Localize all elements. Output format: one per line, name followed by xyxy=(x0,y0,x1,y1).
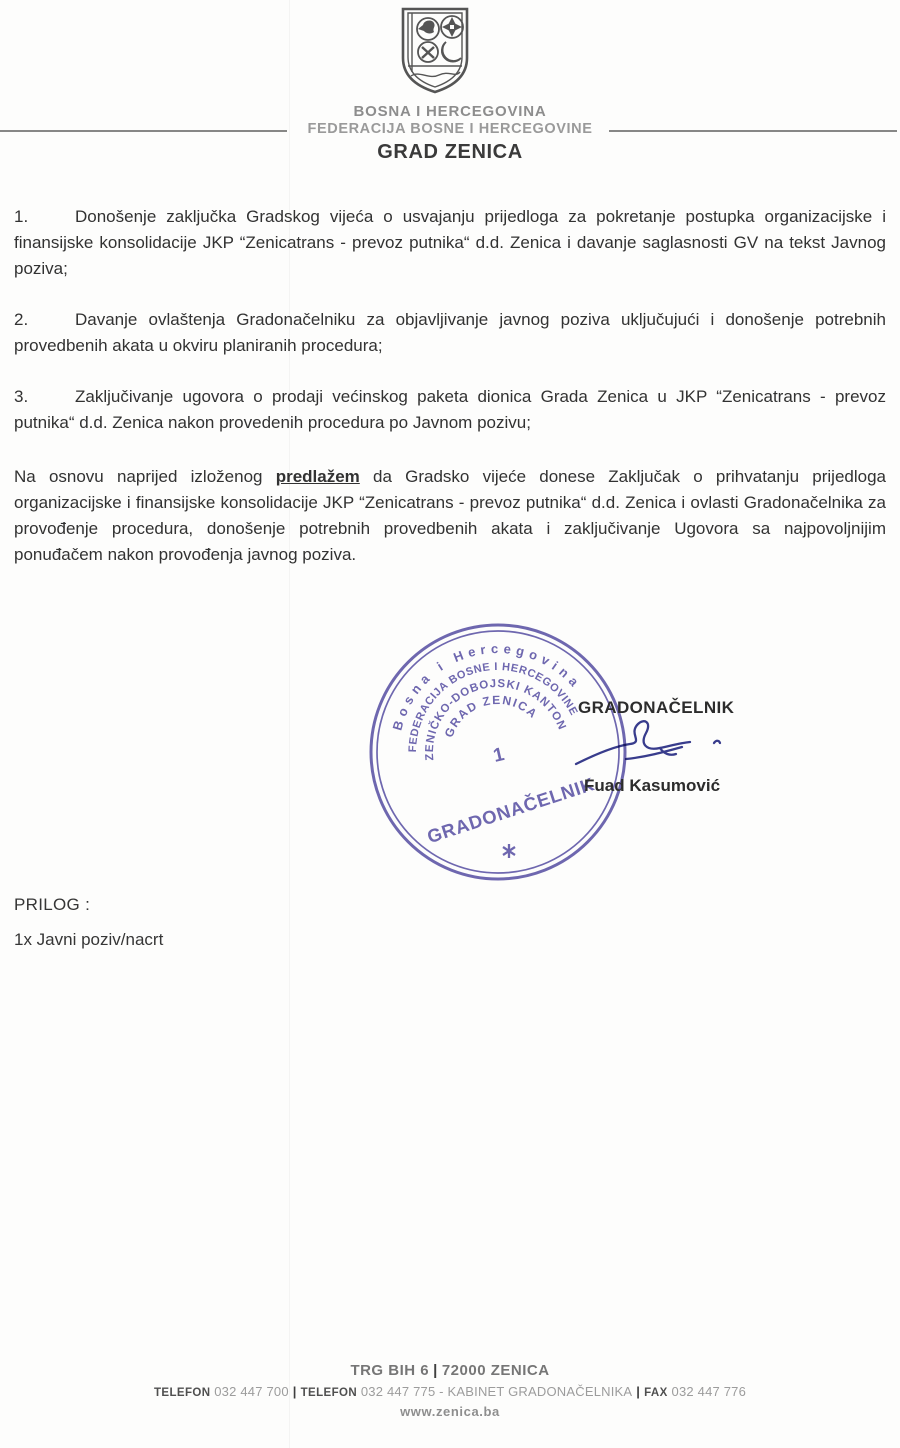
footer-phone-line xyxy=(0,1384,900,1399)
stamp-star-icon xyxy=(503,844,515,858)
footer-tel1-label: TELEFON xyxy=(153,1387,211,1399)
footer-separator: | xyxy=(636,1384,641,1399)
stamp-ring1-text: Bosna i Hercegovina xyxy=(389,640,586,733)
header-rule-right xyxy=(609,130,897,132)
coat-of-arms-icon xyxy=(399,6,471,96)
footer-tel1-value: 032 447 700 xyxy=(214,1384,289,1399)
footer-separator: | xyxy=(292,1384,297,1399)
letter-footer xyxy=(0,1362,900,1419)
handwritten-signature-icon xyxy=(568,712,743,784)
signature-title: GRADONAČELNIK xyxy=(578,698,735,717)
footer-tel2-value: 032 447 775 - KABINET GRADONAČELNIKA xyxy=(360,1384,633,1399)
stamp-bottom-title: GRADONAČELNIK xyxy=(424,773,598,848)
closing-emphasis: predlažem xyxy=(275,467,360,486)
attachment-item: 1x Javni poziv/nacrt xyxy=(14,930,164,949)
footer-address: TRG BIH 6 xyxy=(350,1362,430,1379)
closing-paragraph xyxy=(14,464,886,568)
item-number: 2. xyxy=(14,310,29,329)
header-city-title: GRAD ZENICA xyxy=(377,141,523,163)
item-text: Davanje ovlaštenja Gradonačelniku za objavljivanje javnog poziva uključujući i donošenje potrebnih provedbenih akata u okviru planiranih procedura; xyxy=(14,310,886,355)
footer-website: www.zenica.ba xyxy=(400,1404,500,1419)
item-number: 3. xyxy=(14,387,29,406)
footer-postal-city: 72000 ZENICA xyxy=(441,1362,550,1379)
closing-text-after: da Gradsko vijeće donese Zaključak o prihvatanju prijedloga organizacijske i finansijske konsolidacije JKP “Zenicatrans - prevoz putnika“ d.d. Zenica i ovlasti Gradonačelnika za provođenje procedura, donošenje potrebnih provedbenih akata i zaključivanje Ugovora sa najpovoljnijim ponuđačem nakon provođenja javnog poziva. xyxy=(14,467,886,564)
stamp-ring4-text: GRAD ZENICA xyxy=(441,692,541,740)
stamp-ring2-text: FEDERACIJA BOSNE I HERCEGOVINE xyxy=(406,660,580,753)
item-number: 1. xyxy=(14,207,29,226)
item-text: Donošenje zaključka Gradskog vijeća o usvajanju prijedloga za pokretanje postupka organizacijske i finansijske konsolidacije JKP “Zenicatrans - prevoz putnika“ d.d. Zenica i davanje saglasnosti GV na tekst Javnog poziva; xyxy=(14,207,886,278)
list-item-3 xyxy=(14,384,886,436)
footer-fax-value: 032 447 776 xyxy=(671,1384,747,1399)
closing-text-before: Na osnovu naprijed izloženog xyxy=(14,467,276,486)
attachment-label: PRILOG : xyxy=(14,895,91,914)
list-item-1 xyxy=(14,204,886,282)
footer-fax-label: FAX xyxy=(644,1387,668,1399)
header-federation: FEDERACIJA BOSNE I HERCEGOVINE xyxy=(307,121,593,137)
stamp-ring3-text: ZENIČKO-DOBOJSKI KANTON xyxy=(423,677,569,761)
stamp-center-number: 1 xyxy=(491,743,507,767)
footer-tel2-label: TELEFON xyxy=(300,1387,358,1399)
header-rule-left xyxy=(0,130,287,132)
footer-separator: | xyxy=(433,1362,438,1379)
item-text: Zaključivanje ugovora o prodaji većinskog paketa dionica Grada Zenica u JKP “Zenicatrans - prevoz putnika“ d.d. Zenica nakon provedenih procedura po Javnom pozivu; xyxy=(14,387,886,432)
list-item-2 xyxy=(14,307,886,359)
header-country: BOSNA I HERCEGOVINA xyxy=(353,103,547,120)
numbered-items xyxy=(14,204,886,461)
signatory-name: Fuad Kasumović xyxy=(584,776,721,795)
footer-address-line xyxy=(0,1362,900,1379)
